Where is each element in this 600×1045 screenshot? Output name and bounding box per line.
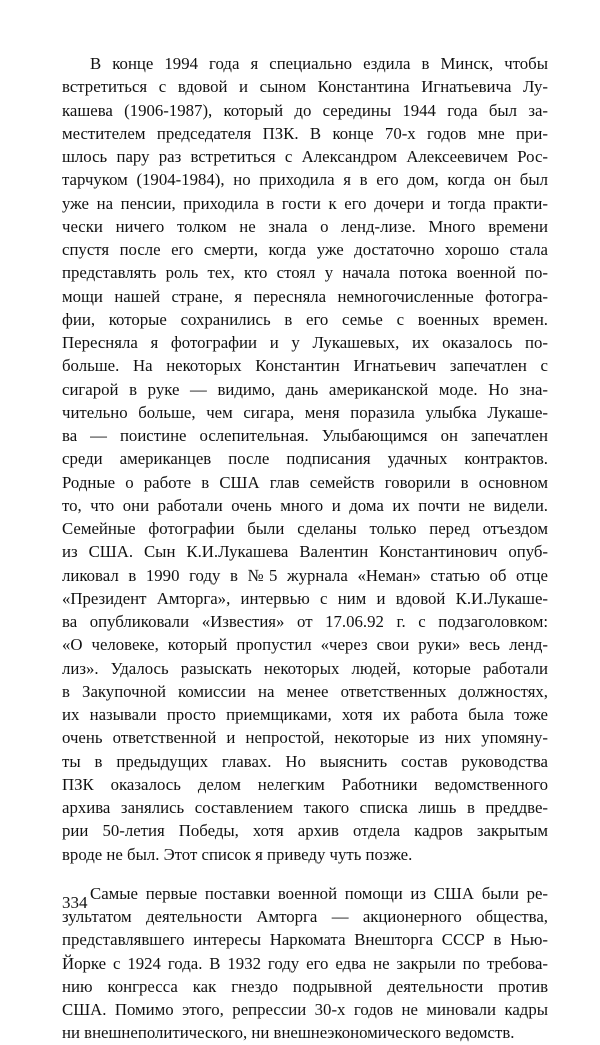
text-line: сигарой в руке — видимо, дань американской моде. Но зна- [62, 379, 548, 399]
text-line: зультатом деятельности Амторга — акционерного общества, [62, 907, 548, 926]
text-line: то, что они работали очень много и дома их почти не видели. [62, 495, 548, 515]
text-line: местителем председателя ПЗК. В конце 70-х годов мне при- [62, 123, 548, 143]
text-line: лиз». Удалось разыскать некоторых людей, которые работали [62, 658, 548, 678]
text-line: шлось пару раз встретиться с Александром Алексеевичем Рос- [62, 147, 548, 166]
text-line: Родные о работе в США глав семейств говорили в основном [62, 472, 548, 492]
text-line: нию конгресса как гнездо подрывной деятельности против [62, 976, 548, 996]
text-line: представлять роль тех, кто стоял у начала потока военной по- [62, 263, 548, 283]
text-line: чительно больше, чем сигара, меня поразила улыбка Лукаше- [62, 402, 548, 422]
text-line: спустя после его смерти, когда уже достаточно хорошо стала [62, 240, 548, 259]
text-line: уже на пенсии, приходила в гости к его дочери и тогда практи- [62, 193, 548, 213]
page-body [62, 52, 548, 1045]
paragraph-2 [62, 882, 548, 1045]
text-line: вроде не был. Этот список я приведу чуть позже. [62, 844, 413, 864]
text-line: больше. На некоторых Константин Игнатьевич запечатлен с [62, 356, 548, 376]
text-line: Самые первые поставки военной помощи из США были ре- [90, 883, 548, 903]
text-line: встретиться с вдовой и сыном Константина Игнатьевича Лу- [62, 77, 548, 97]
text-line: тарчуком (1904-1984), но приходила я в его дом, когда он был [62, 170, 548, 190]
text-line: ПЗК оказалось делом нелегким Работники ведомственного [62, 774, 548, 794]
page-number: 334 [62, 893, 88, 912]
text-line: в Закупочной комиссии на менее ответственных должностях, [62, 681, 548, 701]
text-line: архива занялись составлением такого списка лишь в преддве- [62, 798, 548, 817]
text-line: фии, которые сохранились в его семье с военных времен. [62, 309, 548, 329]
text-line: Пересняла я фотографии и у Лукашевых, их оказалось по- [62, 333, 548, 352]
text-line: В конце 1994 года я специально ездила в Минск, чтобы [90, 54, 548, 73]
text-line: очень ответственной и непростой, некоторые из них упомяну- [62, 728, 548, 748]
text-line: из США. Сын К.И.Лукашева Валентин Константинович опуб- [62, 542, 548, 562]
text-line: мощи нашей стране, я пересняла немногочисленные фотогра- [62, 286, 548, 306]
text-line: кашева (1906-1987), который до середины 1944 года был за- [62, 100, 548, 120]
text-line: ты в предыдущих главах. Но выяснить состав руководства [62, 751, 548, 771]
text-line: «Президент Амторга», интервью с ним и вдовой К.И.Лукаше- [62, 588, 548, 608]
text-line: представлявшего интересы Наркомата Внешторга СССР в Нью- [62, 930, 548, 950]
text-line: «О человеке, который пропустил «через свои руки» весь ленд- [62, 635, 548, 655]
text-line: ни внешнеполитического, ни внешнеэкономического ведомств. [62, 1023, 515, 1043]
text-line: США. Помимо этого, репрессии 30-х годов не миновали кадры [62, 1000, 548, 1019]
text-line: ва опубликовали «Известия» от 17.06.92 г. с подзаголовком: [62, 612, 548, 631]
text-line: чески ничего толком не знала о ленд-лизе. Много времени [62, 216, 548, 236]
text-line: рии 50-летия Победы, хотя архив отдела кадров закрытым [62, 821, 548, 841]
text-line: Йорке с 1924 года. В 1932 году его едва не закрыли по требова- [62, 953, 548, 973]
paragraph-1 [62, 52, 548, 866]
text-line: Семейные фотографии были сделаны только перед отъездом [62, 519, 548, 538]
text-line: ликовал в 1990 году в №5 журнала «Неман» статью об отце [62, 565, 548, 585]
text-line: ва — поистине ослепительная. Улыбающимся он запечатлен [62, 426, 548, 445]
text-line: их называли просто приемщиками, хотя их работа была тоже [62, 705, 548, 724]
text-line: среди американцев после подписания удачных контрактов. [62, 449, 548, 469]
